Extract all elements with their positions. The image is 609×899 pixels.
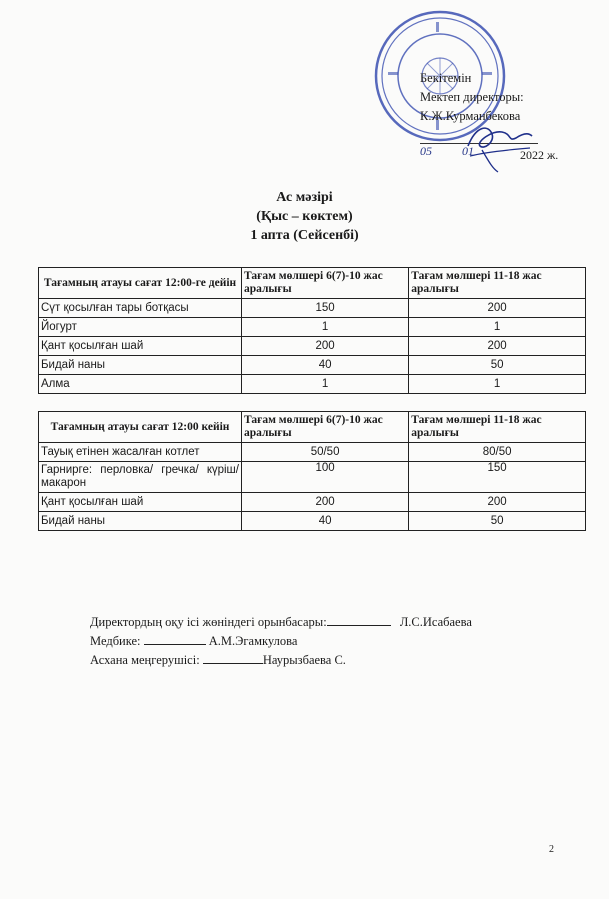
dish-name: Алма xyxy=(39,375,242,394)
column-header-portion-senior: Тағам мөлшері 11-18 жас аралығы xyxy=(409,412,586,443)
portion-senior: 50 xyxy=(409,512,586,531)
portion-senior: 80/50 xyxy=(409,443,586,462)
portion-senior: 1 xyxy=(409,375,586,394)
column-header-dish: Тағамның атауы сағат 12:00-ге дейін xyxy=(39,268,242,299)
nurse-line xyxy=(90,632,297,649)
dish-name: Қант қосылған шай xyxy=(39,337,242,356)
date-year: 2022 ж. xyxy=(520,148,559,162)
portion-junior: 50/50 xyxy=(241,443,408,462)
portion-junior: 40 xyxy=(241,356,408,375)
approval-heading: Бекітемін xyxy=(420,71,472,85)
page-number: 2 xyxy=(549,844,554,855)
deputy-label: Директордың оқу ісі жөніндегі орынбасары: xyxy=(90,615,327,629)
column-header-portion-junior: Тағам мөлшері 6(7)-10 жас аралығы xyxy=(241,412,408,443)
column-header-portion-junior: Тағам мөлшері 6(7)-10 жас аралығы xyxy=(241,268,408,299)
table-row xyxy=(39,493,586,512)
portion-junior: 1 xyxy=(241,375,408,394)
approval-position: Мектеп директоры: xyxy=(420,90,524,104)
dish-name: Сүт қосылған тары ботқасы xyxy=(39,299,242,318)
kitchen-signature-blank xyxy=(203,651,263,664)
dish-name: Йогурт xyxy=(39,318,242,337)
dish-name: Тауық етінен жасалған котлет xyxy=(39,443,242,462)
table-row xyxy=(39,318,586,337)
kitchen-label: Асхана меңгерушісі: xyxy=(90,653,200,667)
table-header-row xyxy=(39,412,586,443)
portion-senior: 50 xyxy=(409,356,586,375)
nurse-signature-blank xyxy=(144,632,206,645)
column-header-portion-senior: Тағам мөлшері 11-18 жас аралығы xyxy=(409,268,586,299)
date-month: 01 xyxy=(462,144,474,158)
portion-senior: 200 xyxy=(409,337,586,356)
portion-senior: 1 xyxy=(409,318,586,337)
nurse-label: Медбике: xyxy=(90,634,141,648)
table-row xyxy=(39,443,586,462)
dish-name: Гарнирге: перловка/ гречка/ күріш/макарон xyxy=(39,462,242,493)
kitchen-head-line xyxy=(90,651,346,668)
nurse-name: А.М.Эгамкулова xyxy=(208,634,298,648)
deputy-name: Л.С.Исабаева xyxy=(399,615,472,629)
deputy-director-line xyxy=(90,613,472,630)
portion-senior: 200 xyxy=(409,493,586,512)
portion-junior: 200 xyxy=(241,493,408,512)
date-day: 05 xyxy=(420,144,432,158)
column-header-dish: Тағамның атауы сағат 12:00 кейін xyxy=(39,412,242,443)
portion-junior: 40 xyxy=(241,512,408,531)
portion-senior: 150 xyxy=(409,462,586,493)
kitchen-name: Наурызбаева С. xyxy=(262,653,346,667)
table-header-row xyxy=(39,268,586,299)
week-day-subtitle: 1 апта (Сейсенбі) xyxy=(250,228,359,243)
season-subtitle: (Қыс – көктем) xyxy=(256,209,353,224)
deputy-signature-blank xyxy=(327,613,391,626)
approval-director-name: К.Ж.Курманбекова xyxy=(420,109,521,123)
table-row xyxy=(39,462,586,493)
table-row xyxy=(39,356,586,375)
table-row xyxy=(39,299,586,318)
dish-name: Бидай наны xyxy=(39,356,242,375)
dish-name: Қант қосылған шай xyxy=(39,493,242,512)
portion-junior: 100 xyxy=(241,462,408,493)
table-row xyxy=(39,337,586,356)
portion-junior: 150 xyxy=(241,299,408,318)
menu-title: Ас мәзірі xyxy=(276,190,333,205)
menu-table-before-noon xyxy=(38,267,586,394)
portion-senior: 200 xyxy=(409,299,586,318)
dish-name: Бидай наны xyxy=(39,512,242,531)
table-row xyxy=(39,512,586,531)
menu-table-after-noon xyxy=(38,411,586,531)
portion-junior: 200 xyxy=(241,337,408,356)
portion-junior: 1 xyxy=(241,318,408,337)
table-row xyxy=(39,375,586,394)
